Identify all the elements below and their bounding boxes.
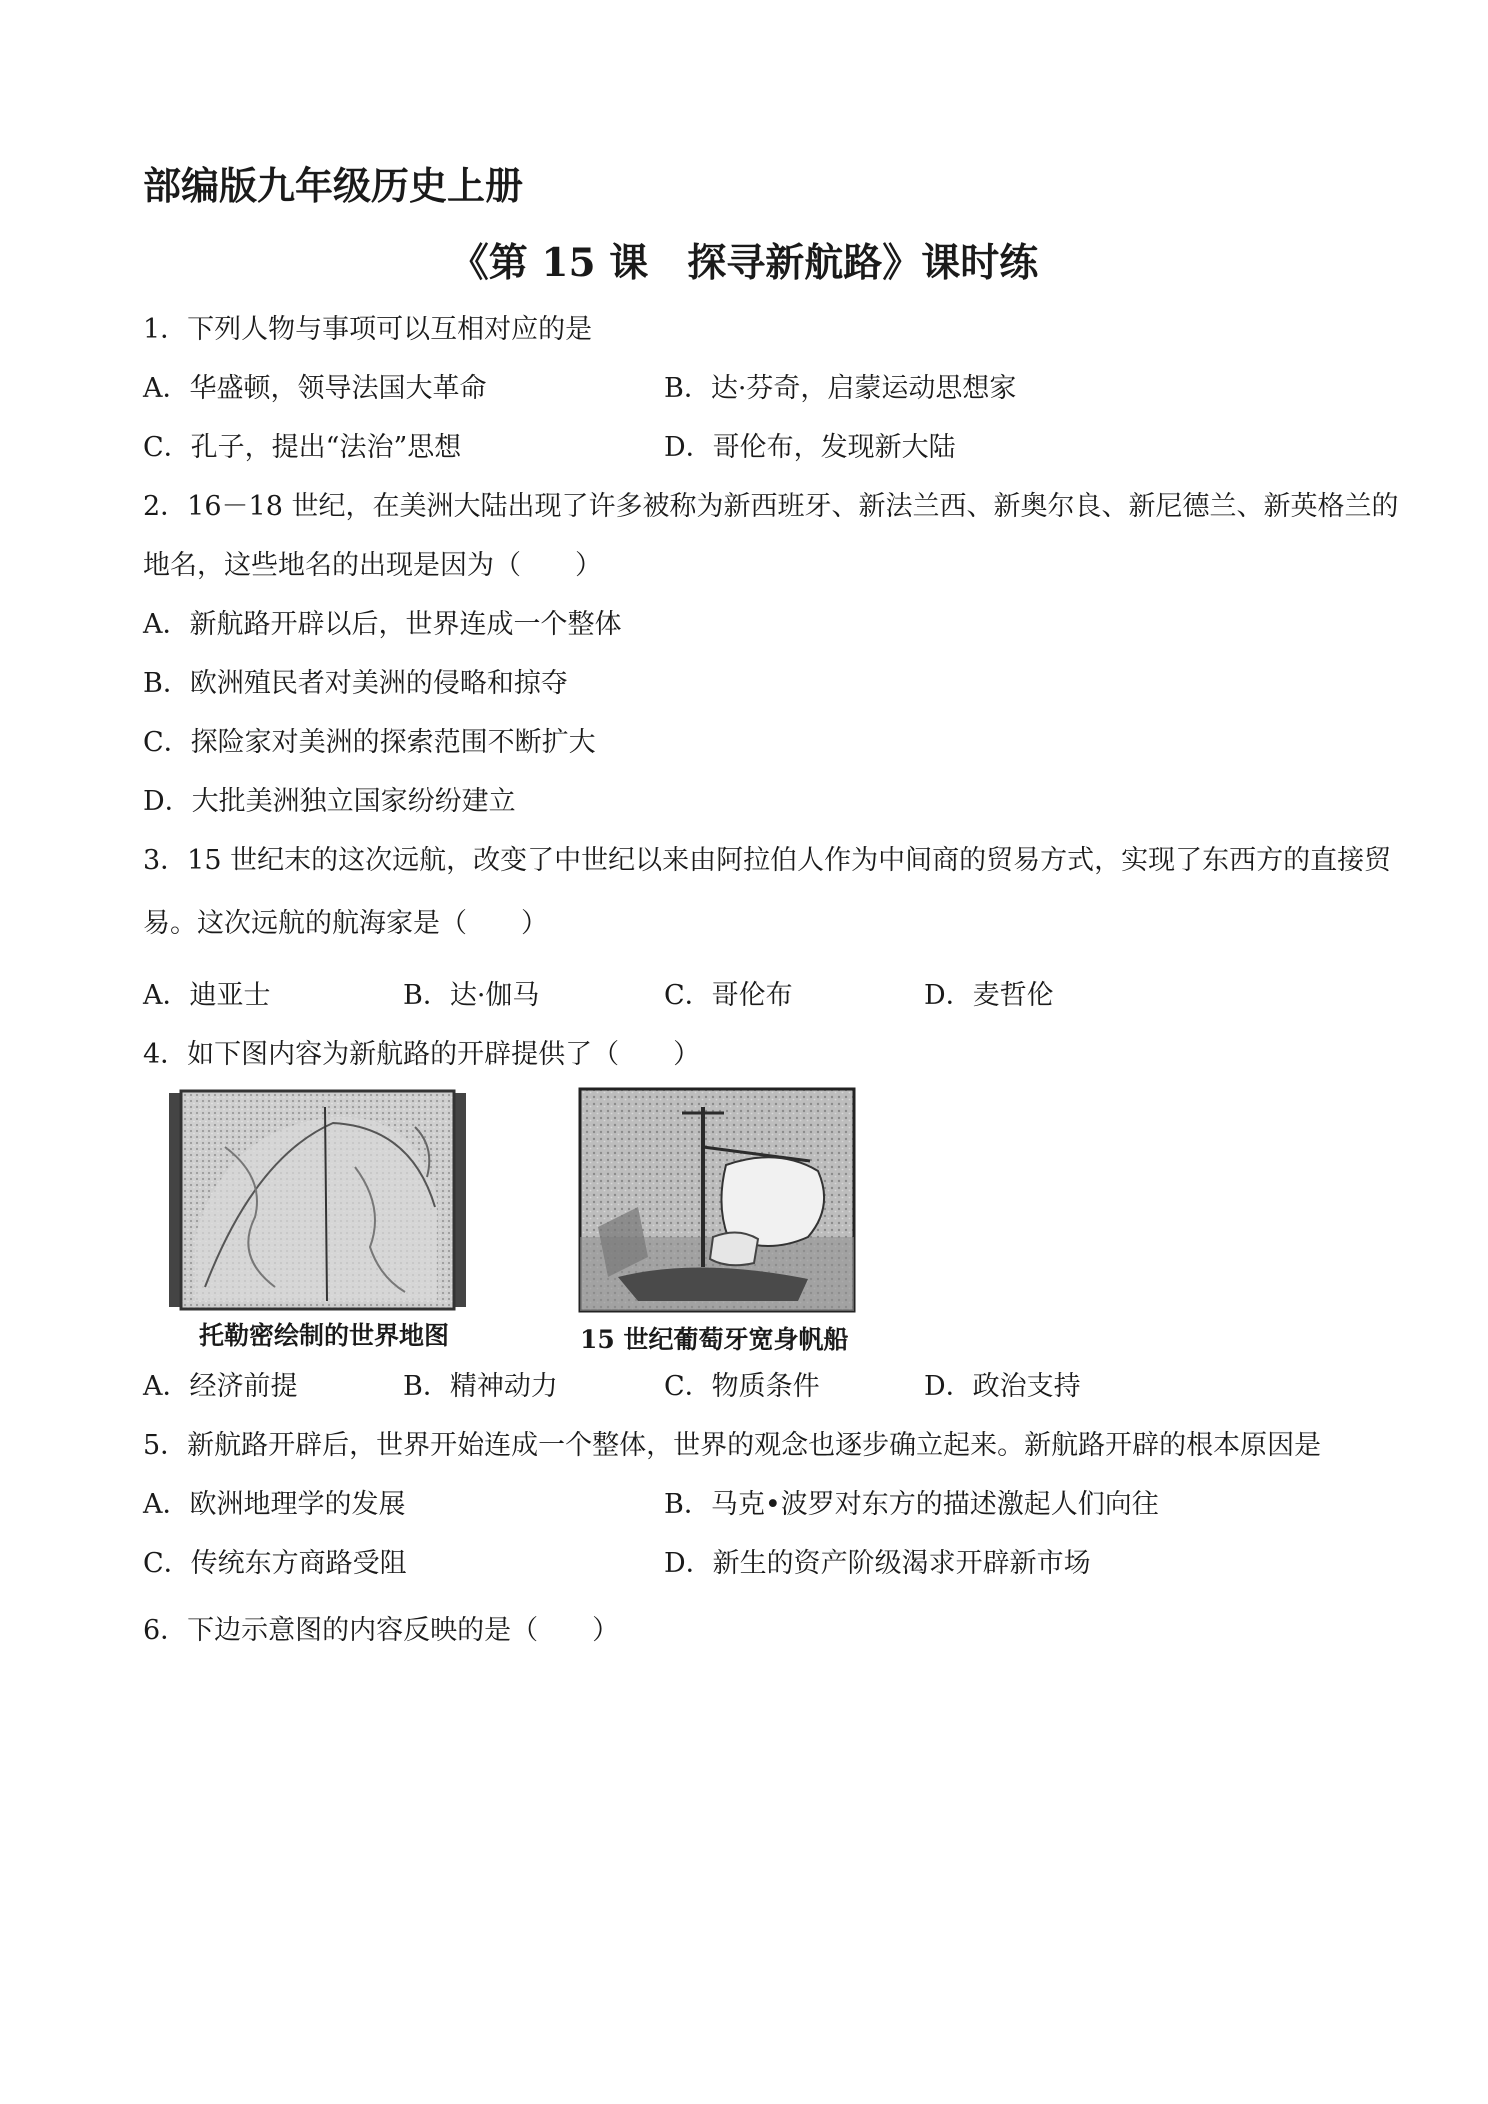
lesson-title: 《第 15 课 探寻新航路》课时练 (449, 240, 1039, 286)
question-5-option-d[interactable]: D．新生的资产阶级渴求开辟新市场 (664, 1548, 1091, 1579)
question-2-stem-line1: 2．16－18 世纪，在美洲大陆出现了许多被称为新西班牙、新法兰西、新奥尔良、新尼德兰、新英格兰的 (143, 491, 1399, 522)
question-4-option-b[interactable]: B．精神动力 (403, 1371, 558, 1402)
question-1-option-b[interactable]: B．达·芬奇，启蒙运动思想家 (664, 373, 1017, 404)
question-3-stem-line1: 3．15 世纪末的这次远航，改变了中世纪以来由阿拉伯人作为中间商的贸易方式，实现了东西方的直接贸 (143, 845, 1392, 876)
question-6-stem: 6．下边示意图的内容反映的是（ ） (143, 1615, 620, 1646)
question-5-option-a[interactable]: A．欧洲地理学的发展 (143, 1489, 406, 1520)
question-4-option-c[interactable]: C．物质条件 (664, 1371, 820, 1402)
question-1-stem: 1．下列人物与事项可以互相对应的是 (143, 314, 593, 345)
question-1-option-a[interactable]: A．华盛顿，领导法国大革命 (143, 373, 487, 404)
sailing-ship-caption: 15 世纪葡萄牙宽身帆船 (580, 1325, 849, 1354)
question-3-option-d[interactable]: D．麦哲伦 (924, 980, 1054, 1011)
question-2-option-a[interactable]: A．新航路开辟以后，世界连成一个整体 (143, 609, 622, 640)
question-4-option-a[interactable]: A．经济前提 (143, 1371, 298, 1402)
question-5-stem: 5．新航路开辟后，世界开始连成一个整体，世界的观念也逐步确立起来。新航路开辟的根本原因是 (143, 1430, 1322, 1461)
question-2-stem-line2: 地名，这些地名的出现是因为（ ） (143, 550, 602, 581)
book-title: 部编版九年级历史上册 (143, 164, 524, 208)
question-2-option-b[interactable]: B．欧洲殖民者对美洲的侵略和掠夺 (143, 668, 568, 699)
question-2-option-d[interactable]: D．大批美洲独立国家纷纷建立 (143, 786, 516, 817)
question-1-option-d[interactable]: D．哥伦布，发现新大陆 (664, 432, 956, 463)
world-map-image (165, 1087, 470, 1311)
question-2-option-c[interactable]: C．探险家对美洲的探索范围不断扩大 (143, 727, 596, 758)
question-5-option-c[interactable]: C．传统东方商路受阻 (143, 1548, 407, 1579)
question-3-option-b[interactable]: B．达·伽马 (403, 980, 540, 1011)
question-4-option-d[interactable]: D．政治支持 (924, 1371, 1081, 1402)
question-3-stem-line2: 易。这次远航的航海家是（ ） (143, 908, 548, 939)
question-3-option-a[interactable]: A．迪亚士 (143, 980, 271, 1011)
question-3-option-c[interactable]: C．哥伦布 (664, 980, 793, 1011)
question-5-option-b[interactable]: B．马克•波罗对东方的描述激起人们向往 (664, 1489, 1159, 1520)
sailing-ship-image (578, 1087, 856, 1313)
world-map-caption: 托勒密绘制的世界地图 (199, 1321, 450, 1350)
question-4-stem: 4．如下图内容为新航路的开辟提供了（ ） (143, 1039, 701, 1070)
question-1-option-c[interactable]: C．孔子，提出“法治”思想 (143, 432, 462, 463)
